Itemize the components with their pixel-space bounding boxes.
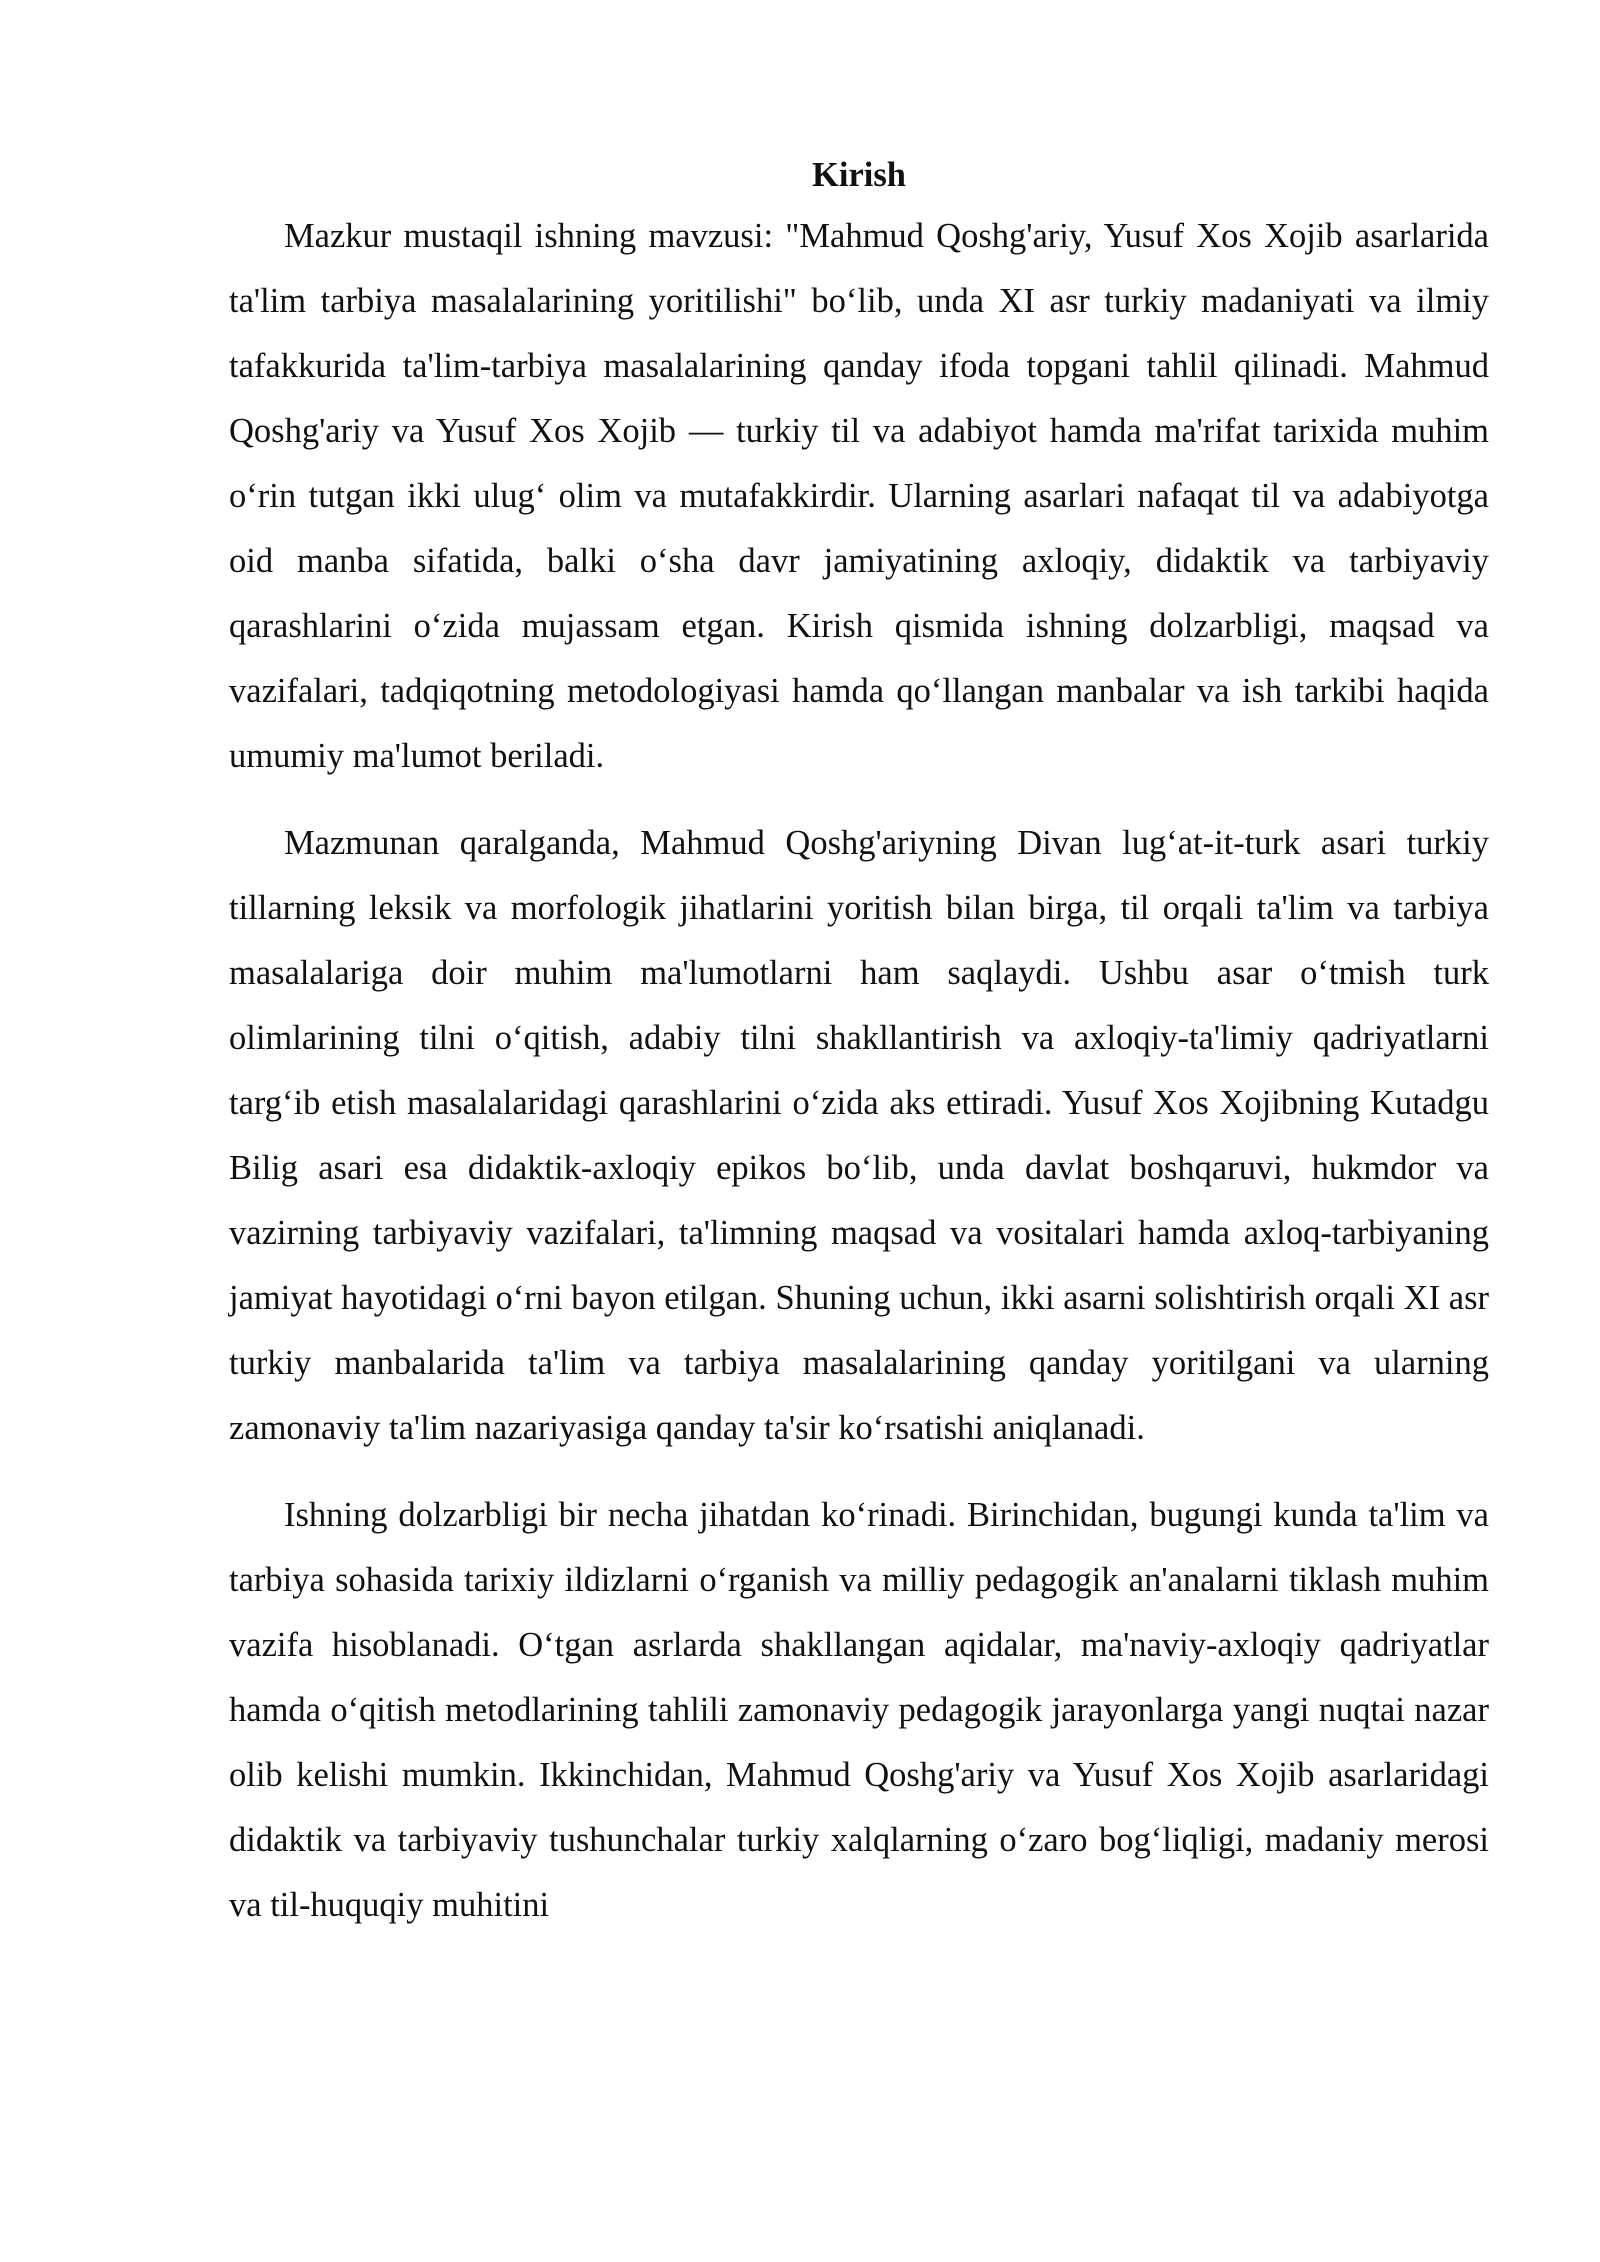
paragraph-intro: Mazkur mustaqil ishning mavzusi: "Mahmud Qoshg'ariy, Yusuf Xos Xojib asarlarida ta'lim tarbiya masalalarining yoritilishi" bo‘lib, unda XI asr turkiy madaniyati va ilmiy tafakkurida ta'lim-tarbiya masalalarining qanday ifoda topgani tahlil qilinadi. Mahmud Qoshg'ariy va Yusuf Xos Xojib — turkiy til va adabiyot hamda ma'rifat tarixida muhim o‘rin tutgan ikki ulug‘ olim va mutafakkirdir. Ularning asarlari nafaqat til va adabiyotga oid manba sifatida, balki o‘sha davr jamiyatining axloqiy, didaktik va tarbiyaviy qarashlarini o‘zida mujassam etgan. Kirish qismida ishning dolzarbligi, maqsad va vazifalari, tadqiqotning metodologiyasi hamda qo‘llangan manbalar va ish tarkibi haqida umumiy ma'lumot beriladi.: [229, 217, 1489, 775]
paragraph-content: Mazmunan qaralganda, Mahmud Qoshg'ariyning Divan lug‘at-it-turk asari turkiy tillarning leksik va morfologik jihatlarini yoritish bilan birga, til orqali ta'lim va tarbiya masalalariga doir muhim ma'lumotlarni ham saqlaydi. Ushbu asar o‘tmish turk olimlarining tilni o‘qitish, adabiy tilni shakllantirish va axloqiy-ta'limiy qadriyatlarni targ‘ib etish masalalaridagi qarashlarini o‘zida aks ettiradi. Yusuf Xos Xojibning Kutadgu Bilig asari esa didaktik-axloqiy epikos bo‘lib, unda davlat boshqaruvi, hukmdor va vazirning tarbiyaviy vazifalari, ta'limning maqsad va vositalari hamda axloq-tarbiyaning jamiyat hayotidagi o‘rni bayon etilgan. Shuning uchun, ikki asarni solishtirish orqali XI asr turkiy manbalarida ta'lim va tarbiya masalalarining qanday yoritilgani va ularning zamonaviy ta'lim nazariyasiga qanday ta'sir ko‘rsatishi aniqlanadi.: [229, 824, 1489, 1447]
document-body: [229, 148, 1489, 1938]
paragraph-relevance: Ishning dolzarbligi bir necha jihatdan ko‘rinadi. Birinchidan, bugungi kunda ta'lim va tarbiya sohasida tarixiy ildizlarni o‘rganish va milliy pedagogik an'analarni tiklash muhim vazifa hisoblanadi. O‘tgan asrlarda shakllangan aqidalar, ma'naviy-axloqiy qadriyatlar hamda o‘qitish metodlarining tahlili zamonaviy pedagogik jarayonlarga yangi nuqtai nazar olib kelishi mumkin. Ikkinchidan, Mahmud Qoshg'ariy va Yusuf Xos Xojib asarlaridagi didaktik va tarbiyaviy tushunchalar turkiy xalqlarning o‘zaro bog‘liqligi, madaniy merosi va til-huquqiy muhitini: [229, 1496, 1489, 1924]
page-title: Kirish: [812, 156, 906, 194]
